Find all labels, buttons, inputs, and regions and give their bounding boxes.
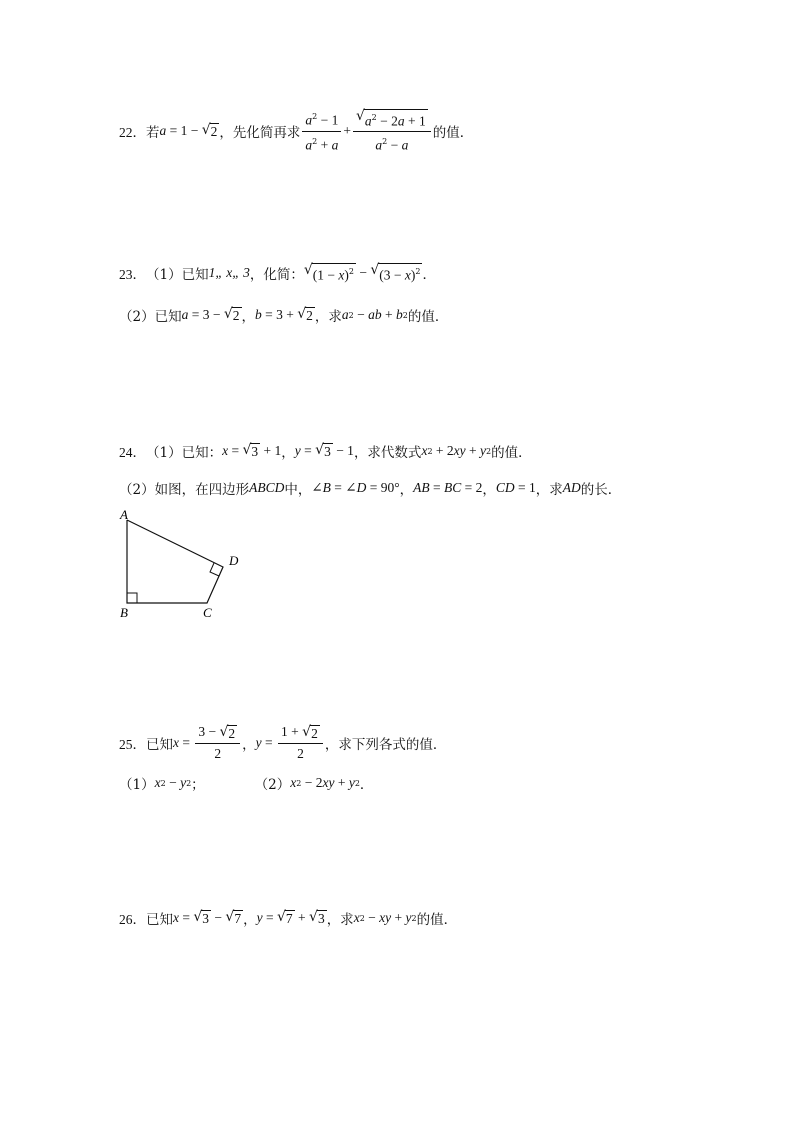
question-25-subparts: （1） x 2 − y 2 ； （2） x 2 − 2 xy + y 2 ． <box>119 775 374 793</box>
math: + <box>343 123 351 138</box>
math: x <box>353 910 360 925</box>
question-25 <box>119 723 446 762</box>
question-number: 22． <box>119 125 146 140</box>
math: √ 2 <box>297 305 313 323</box>
question-number: 23． <box>119 267 146 283</box>
math: AD <box>562 480 581 495</box>
math: + <box>294 910 310 925</box>
text: ； <box>191 777 205 793</box>
question-number: 26． <box>119 912 146 927</box>
fraction: 1 + √ 2 2 <box>278 723 323 762</box>
math: √ 3 <box>309 908 325 926</box>
text: （1） <box>119 777 155 793</box>
math: − <box>355 265 371 281</box>
text: ， <box>399 482 414 498</box>
question-26: 26． 已知 x = √ 3 − √ 7 ， y = √ 7 + √ 3 ，求 x 2 − xy + y 2 的值． <box>119 908 458 928</box>
text: 的值． <box>491 445 532 461</box>
math: = <box>262 910 277 925</box>
math: ∠ <box>311 480 323 495</box>
math: √ 3 <box>242 441 259 459</box>
label-B: B <box>120 605 128 620</box>
text: 的值． <box>416 912 458 928</box>
question-23-part-1 <box>119 263 436 284</box>
math: y <box>256 910 263 925</box>
question-22 <box>119 108 473 154</box>
text: ， <box>242 736 256 753</box>
text: ， <box>243 912 257 928</box>
math: − 1 <box>332 443 354 458</box>
fraction: √ $a^2 - 2a + 1$ $a^2 - a$ <box>353 108 431 154</box>
math: = 1 − <box>166 123 202 138</box>
text: ，化简： <box>249 267 304 284</box>
text: ，求代数式 <box>353 445 422 461</box>
math: x <box>222 443 229 458</box>
math: = 3 + <box>261 307 298 322</box>
label-A: A <box>120 507 128 522</box>
math: √ 2 <box>201 121 218 139</box>
math: √ $(1 - x)^2$ <box>303 262 354 283</box>
question-23-part-2: （2）已知 a = 3 − √ 2 ， b = 3 + √ 2 ，求 a 2 − ab + b 2 的值． <box>119 305 449 325</box>
math: = <box>179 734 194 750</box>
text: （1）已知： <box>146 445 223 461</box>
text: 已知 <box>146 736 173 753</box>
math: x <box>173 734 179 750</box>
text: ， <box>281 445 295 461</box>
math: y <box>294 443 301 458</box>
math: − <box>211 910 226 925</box>
question-number: 24． <box>119 445 146 460</box>
text: （2）如图，在四边形 <box>119 482 250 498</box>
math: ABCD <box>249 480 285 495</box>
math: = <box>179 910 194 925</box>
math: = <box>228 443 243 458</box>
text: ，求 <box>314 309 342 325</box>
quadrilateral-figure <box>112 505 252 625</box>
fraction: 3 − √ 2 2 <box>195 723 240 762</box>
text: 的长． <box>580 482 622 498</box>
math: y <box>255 734 262 750</box>
text: ， <box>241 309 255 325</box>
math: AB <box>413 480 430 495</box>
text: 若 <box>146 125 160 141</box>
math: a <box>341 307 349 322</box>
math: x <box>421 443 428 458</box>
math: √ 7 <box>276 908 293 926</box>
math: a <box>159 123 167 138</box>
math: = <box>261 734 277 750</box>
text: ． <box>359 777 374 793</box>
text: ，先化简再求 <box>219 125 301 141</box>
text: ，求 <box>535 482 563 498</box>
math: √ 7 <box>225 908 242 926</box>
question-24-part-2: （2）如图，在四边形 ABCD 中， ∠ B = ∠ D = 90° ， AB = BC = 2 ， CD = 1 ，求 AD 的长． <box>119 480 622 498</box>
text: ，求 <box>326 912 354 928</box>
text: （1）已知 <box>146 267 209 284</box>
text: 已知 <box>146 912 173 928</box>
text: 的值． <box>407 309 449 325</box>
math: √ 3 <box>315 441 331 459</box>
math: = 3 − <box>188 307 224 322</box>
text: 中， <box>284 482 312 498</box>
question-number: 25． <box>119 736 146 752</box>
math: 1„ x„ 3 <box>208 265 250 281</box>
math: √ $(3 - x)^2$ <box>370 262 421 283</box>
math: √ 3 <box>193 908 210 926</box>
label-D: D <box>229 553 239 568</box>
text: （2） <box>254 777 291 793</box>
text: ， <box>482 482 496 498</box>
math: + 1 <box>260 443 282 458</box>
math: CD <box>495 480 515 495</box>
math: = <box>300 443 316 458</box>
text: 的值． <box>432 125 474 141</box>
math: x <box>173 910 179 925</box>
text: （2）已知 <box>119 309 182 325</box>
math: x <box>154 775 161 790</box>
text: ． <box>422 267 436 284</box>
math: √ 2 <box>223 305 240 323</box>
math: x <box>290 775 297 790</box>
question-24-part-1: 24． （1）已知： x = √ 3 + 1 ， y = √ 3 − 1 ，求代数式 x 2 + 2 xy + y 2 的值． <box>119 441 532 461</box>
text: ，求下列各式的值． <box>324 736 447 753</box>
math: b <box>255 307 262 322</box>
fraction: $\frac{a^2 - 1}{a^2 + a}$ <box>302 108 341 154</box>
label-C: C <box>203 605 212 620</box>
math: a <box>181 307 189 322</box>
